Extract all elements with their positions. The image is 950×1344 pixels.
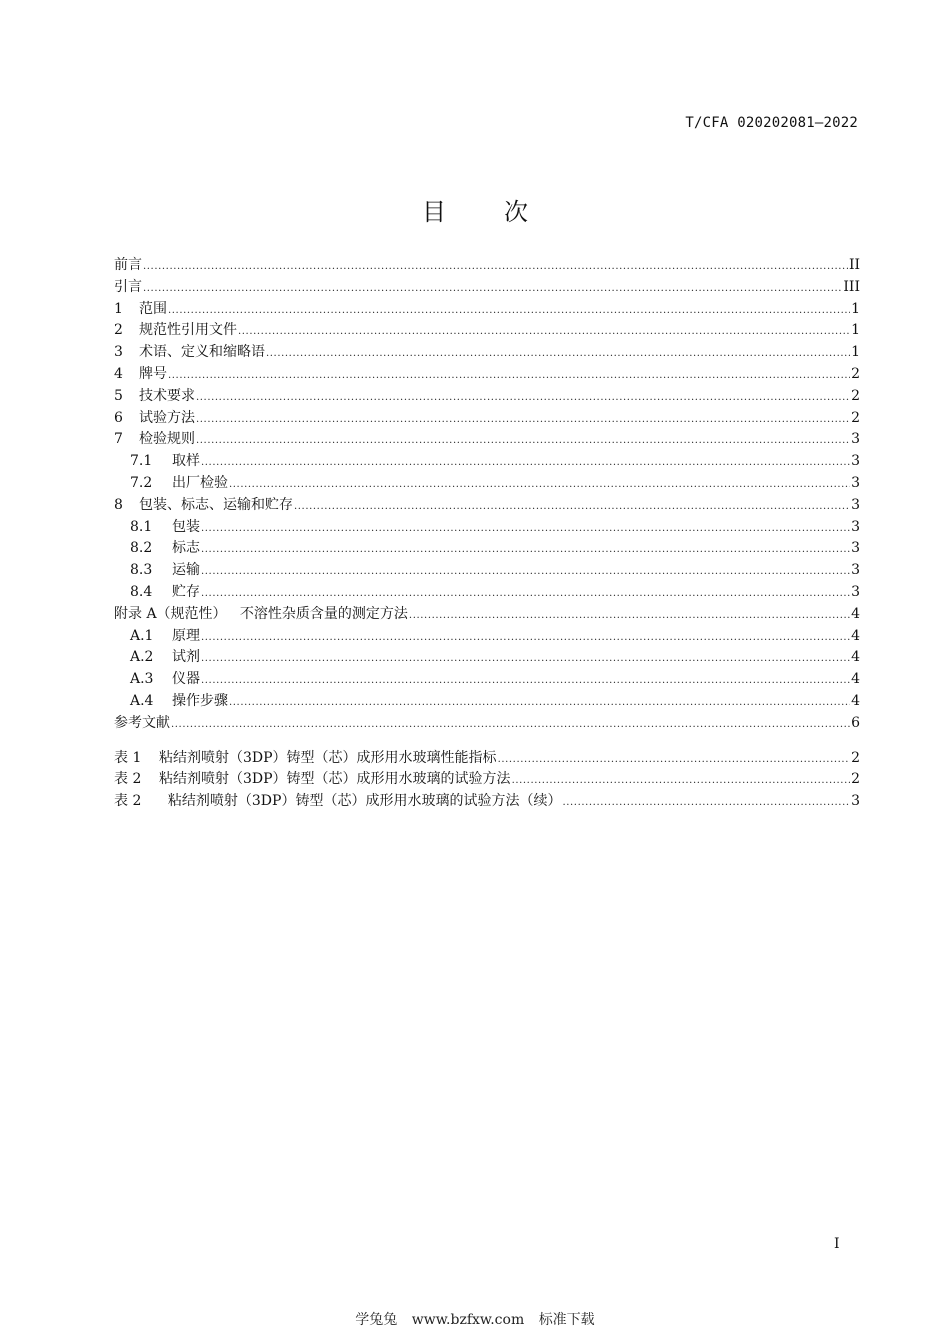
toc-entry-1[interactable] xyxy=(114,299,860,321)
dot-leader xyxy=(409,604,850,627)
toc-entry-6[interactable] xyxy=(114,408,860,430)
table-page: 3 xyxy=(851,793,860,810)
dot-leader xyxy=(562,791,850,814)
toc-label: 参考文献 xyxy=(114,714,170,731)
toc-number: 1 xyxy=(114,300,123,317)
footer-url[interactable]: www.bzfxw.com xyxy=(411,1312,525,1328)
toc-entry-a-4[interactable] xyxy=(114,691,860,713)
toc-entry-a-2[interactable] xyxy=(114,647,860,669)
toc-entry-7-2[interactable] xyxy=(114,473,860,495)
toc-page: 1 xyxy=(851,322,860,339)
table-page: 2 xyxy=(851,771,860,788)
toc-number: A.1 xyxy=(130,627,154,644)
table-page: 2 xyxy=(851,749,860,766)
toc-page: 2 xyxy=(851,409,860,426)
toc-number: 4 xyxy=(114,365,123,382)
table-entry-2[interactable] xyxy=(114,769,860,791)
toc-number: 7.2 xyxy=(130,474,153,491)
toc-number: A.2 xyxy=(130,649,154,666)
toc-page: II xyxy=(848,257,860,273)
toc-number: 8 xyxy=(114,496,123,513)
dot-leader xyxy=(229,691,850,714)
toc-label: 出厂检验 xyxy=(172,474,228,491)
toc-page: 6 xyxy=(851,714,860,731)
toc-number: 5 xyxy=(114,387,123,404)
dot-leader xyxy=(143,277,842,300)
toc-label: 标志 xyxy=(172,540,200,557)
footer-watermark xyxy=(0,1309,950,1329)
dot-leader xyxy=(201,647,850,670)
dot-leader xyxy=(201,538,850,561)
toc-page: III xyxy=(843,278,860,295)
toc-page: 1 xyxy=(851,344,860,361)
toc-number: 3 xyxy=(114,344,123,361)
toc-label: 取样 xyxy=(172,453,200,470)
toc-page: 4 xyxy=(851,605,860,622)
dot-leader xyxy=(201,560,850,583)
toc-entry-2[interactable] xyxy=(114,320,860,342)
toc-page: 2 xyxy=(851,365,860,382)
toc-label: 试剂 xyxy=(172,649,200,666)
toc-label: 包装 xyxy=(172,518,200,535)
toc-entry-8-3[interactable] xyxy=(114,560,860,582)
toc-page: 3 xyxy=(851,453,860,470)
footer-tagline: 标准下载 xyxy=(538,1312,595,1328)
toc-page: 3 xyxy=(851,540,860,557)
dot-leader xyxy=(196,429,850,452)
toc-entry-4[interactable] xyxy=(114,364,860,386)
dot-leader xyxy=(196,408,850,431)
toc-number: 8.4 xyxy=(130,583,153,600)
toc-number: A.3 xyxy=(130,671,154,688)
toc-label: 操作步骤 xyxy=(172,692,228,709)
dot-leader xyxy=(266,342,850,365)
toc-entry-introduction[interactable] xyxy=(114,277,860,299)
table-number: 表 2 xyxy=(114,771,142,788)
toc-page: 3 xyxy=(851,474,860,491)
dot-leader xyxy=(143,255,848,278)
toc-label: 前言 xyxy=(114,257,142,273)
toc-number: A.4 xyxy=(130,692,154,709)
footer-site-name: 学兔兔 xyxy=(355,1312,398,1328)
toc-page: 3 xyxy=(851,431,860,448)
toc-number: 8.1 xyxy=(130,518,153,535)
dot-leader xyxy=(238,320,850,343)
toc-entry-8[interactable] xyxy=(114,495,860,517)
toc-entry-8-4[interactable] xyxy=(114,582,860,604)
toc-page: 3 xyxy=(851,496,860,513)
toc-label: 引言 xyxy=(114,278,142,295)
table-entry-2-continued[interactable] xyxy=(114,791,860,813)
toc-page: 4 xyxy=(851,671,860,688)
dot-leader xyxy=(201,451,850,474)
toc-page: 1 xyxy=(851,300,860,317)
dot-leader xyxy=(229,473,850,496)
toc-label: 原理 xyxy=(172,627,200,644)
toc-page: 4 xyxy=(851,692,860,709)
toc-number: 2 xyxy=(114,322,123,339)
dot-leader xyxy=(201,582,850,605)
toc-entry-bibliography[interactable] xyxy=(114,713,860,735)
dot-leader xyxy=(196,386,850,409)
table-label: 粘结剂喷射（3DP）铸型（芯）成形用水玻璃的试验方法（续） xyxy=(159,793,562,810)
page-title: 目次 xyxy=(422,198,586,226)
toc-entry-8-1[interactable] xyxy=(114,517,860,539)
toc-entry-3[interactable] xyxy=(114,342,860,364)
toc-page: 3 xyxy=(851,562,860,579)
dot-leader xyxy=(201,669,850,692)
header-code: T/CFA 020202081—2022 xyxy=(685,115,858,131)
toc-page: 4 xyxy=(851,627,860,644)
toc-page: 3 xyxy=(851,583,860,600)
toc-label: 运输 xyxy=(172,562,200,579)
toc-number: 7 xyxy=(114,431,123,448)
toc-entry-8-2[interactable] xyxy=(114,538,860,560)
toc-number: 8.2 xyxy=(130,540,153,557)
section-gap xyxy=(114,735,860,748)
table-of-contents xyxy=(114,255,860,813)
toc-page: 4 xyxy=(851,649,860,666)
dot-leader xyxy=(201,517,850,540)
table-entry-1[interactable] xyxy=(114,748,860,770)
dot-leader xyxy=(171,713,850,736)
toc-entry-7-1[interactable] xyxy=(114,451,860,473)
dot-leader xyxy=(168,299,850,322)
table-label: 粘结剂喷射（3DP）铸型（芯）成形用水玻璃的试验方法 xyxy=(159,771,511,788)
toc-page: 2 xyxy=(851,387,860,404)
table-number: 表 1 xyxy=(114,749,142,766)
toc-label: 牌号 xyxy=(139,365,167,382)
toc-label: 范围 xyxy=(139,300,167,317)
dot-leader xyxy=(168,364,850,387)
table-label: 粘结剂喷射（3DP）铸型（芯）成形用水玻璃性能指标 xyxy=(159,749,497,766)
toc-number: 6 xyxy=(114,409,123,426)
toc-label: 附录 A（规范性） 不溶性杂质含量的测定方法 xyxy=(114,605,408,622)
toc-label: 试验方法 xyxy=(139,409,195,426)
toc-entry-appendix-a[interactable] xyxy=(114,604,860,626)
toc-entry-5[interactable] xyxy=(114,386,860,408)
toc-label: 检验规则 xyxy=(139,431,195,448)
toc-entry-7[interactable] xyxy=(114,429,860,451)
dot-leader xyxy=(498,748,851,771)
toc-number: 8.3 xyxy=(130,562,153,579)
page-number: I xyxy=(834,1236,840,1252)
toc-label: 包装、标志、运输和贮存 xyxy=(139,496,293,513)
toc-label: 贮存 xyxy=(172,583,200,600)
toc-page: 3 xyxy=(851,518,860,535)
toc-label: 仪器 xyxy=(172,671,200,688)
toc-label: 术语、定义和缩略语 xyxy=(139,344,265,361)
dot-leader xyxy=(294,495,850,518)
toc-entry-a-3[interactable] xyxy=(114,669,860,691)
dot-leader xyxy=(512,769,851,792)
toc-entry-a-1[interactable] xyxy=(114,626,860,648)
toc-number: 7.1 xyxy=(130,453,153,470)
table-number: 表 2 xyxy=(114,793,142,810)
toc-label: 规范性引用文件 xyxy=(139,322,237,339)
toc-entry-foreword[interactable] xyxy=(114,255,860,277)
dot-leader xyxy=(201,626,850,649)
toc-label: 技术要求 xyxy=(139,387,195,404)
